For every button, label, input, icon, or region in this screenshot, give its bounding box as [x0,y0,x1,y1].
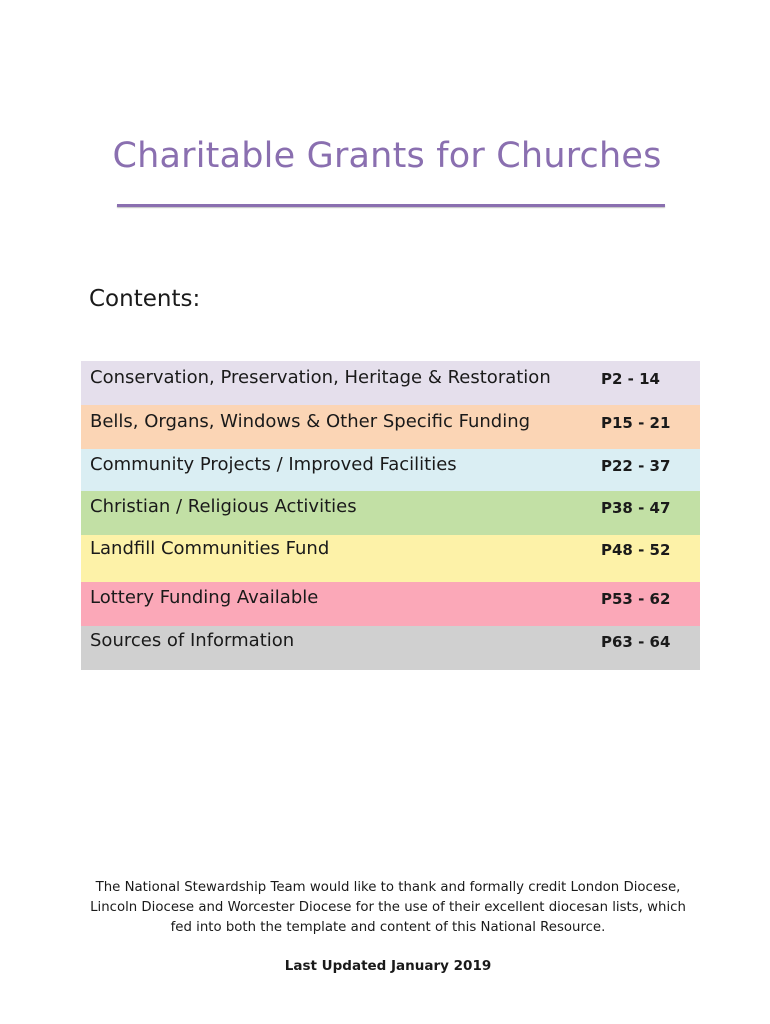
toc-row-bells-organs [81,405,700,449]
toc-pages: P53 - 62 [601,590,671,608]
toc-pages: P2 - 14 [601,370,660,388]
toc-row-lottery [81,582,700,626]
toc-row-conservation [81,361,700,405]
toc-row-christian [81,491,700,535]
toc-label: Conservation, Preservation, Heritage & Restoration [90,367,551,388]
toc-row-community [81,449,700,491]
acknowledgement-text: The National Stewardship Team would like to thank and formally credit London Diocese, Lincoln Diocese and Worcester Diocese for the use of their excellent diocesan lists, which fed into both the template and content of this National Resource. [90,880,686,935]
toc-pages: P22 - 37 [601,457,671,475]
toc-row-sources [81,626,700,670]
toc-label: Bells, Organs, Windows & Other Specific Funding [90,411,531,432]
toc-label: Community Projects / Improved Facilities [90,454,457,475]
toc-pages: P38 - 47 [601,499,671,517]
toc-label: Christian / Religious Activities [90,496,357,517]
document-title: Charitable Grants for Churches [112,136,662,176]
toc-row-landfill [81,535,700,582]
toc-pages: P48 - 52 [601,541,671,559]
toc-label: Lottery Funding Available [90,587,319,608]
toc-label: Landfill Communities Fund [90,538,330,559]
last-updated-text: Last Updated January 2019 [284,958,492,974]
toc-pages: P15 - 21 [601,414,671,432]
toc-label: Sources of Information [90,630,295,651]
toc-pages: P63 - 64 [601,633,671,651]
table-of-contents [81,361,700,670]
contents-heading: Contents: [89,286,201,312]
title-underline [117,204,665,207]
